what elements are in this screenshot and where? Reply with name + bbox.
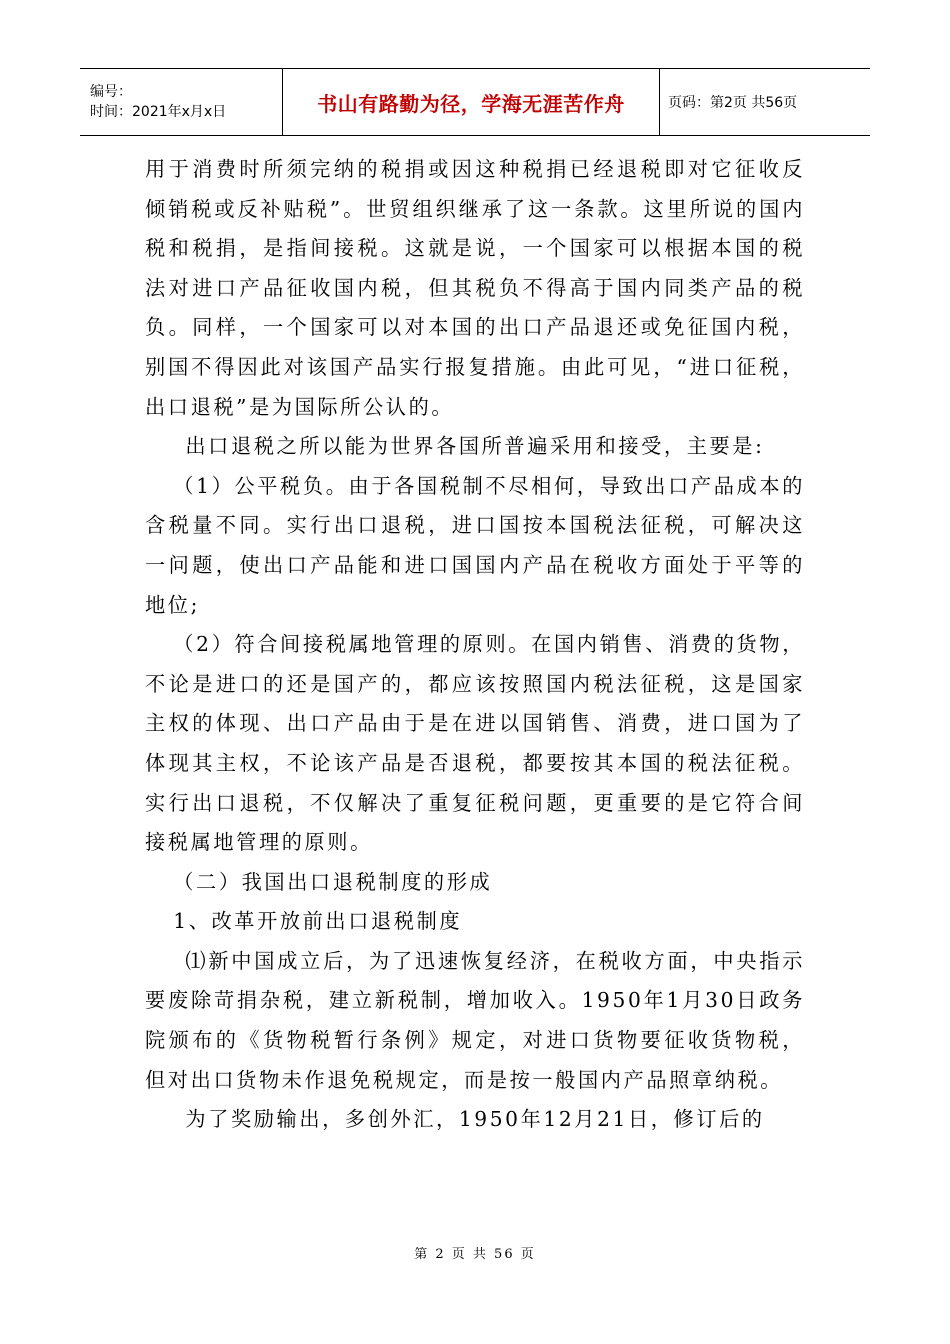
page-info-text: 页码：第2页 共56页	[668, 95, 798, 111]
document-body	[145, 150, 805, 1140]
document-date: 时间：2021年x月x日	[90, 104, 227, 120]
paragraph: （1）公平税负。由于各国税制不尽相何，导致出口产品成本的含税量不同。实行出口退税，进口国按本国税法征税，可解决这一问题，使出口产品能和进口国国内产品在税收方面处于平等的地位;	[145, 473, 805, 617]
page-header	[80, 68, 870, 136]
subsection-heading: 1、改革开放前出口退税制度	[173, 909, 463, 934]
paragraph: ⑴新中国成立后，为了迅速恢复经济，在税收方面，中央指示要废除苛捐杂税，建立新税制，增加收入。1950年1月30日政务院颁布的《货物税暂行条例》规定，对进口货物要征收货物税，但对出口货物未作退免税规定，而是按一般国内产品照章纳税。	[145, 948, 805, 1092]
page-footer	[0, 1243, 950, 1262]
header-motto: 书山有路勤为径，学海无涯苦作舟	[317, 91, 625, 116]
header-page-info	[660, 69, 870, 135]
section-heading: （二）我国出口退税制度的形成	[173, 869, 493, 894]
header-meta	[80, 69, 283, 135]
paragraph: （2）符合间接税属地管理的原则。在国内销售、消费的货物，不论是进口的还是国产的，都应该按照国内税法征税，这是国家主权的体现、出口产品由于是在进以国销售、消费，进口国为了体现其主权，不论该产品是否退税，都要按其本国的税法征税。实行出口退税，不仅解决了重复征税问题，更重要的是它符合间接税属地管理的原则。	[145, 632, 805, 855]
header-motto-cell	[283, 69, 660, 135]
paragraph: 出口退税之所以能为世界各国所普遍采用和接受，主要是:	[185, 434, 765, 459]
paragraph: 为了奖励输出，多创外汇，1950年12月21日，修订后的	[185, 1107, 765, 1132]
paragraph: 用于消费时所须完纳的税捐或因这种税捐已经退税即对它征收反倾销税或反补贴税”。世贸组织继承了这一条款。这里所说的国内税和税捐，是指间接税。这就是说，一个国家可以根据本国的税法对进口产品征收国内税，但其税负不得高于国内同类产品的税负。同样，一个国家可以对本国的出口产品退还或免征国内税，别国不得因此对该国产品实行报复措施。由此可见，“进口征税，出口退税”是为国际所公认的。	[145, 157, 805, 419]
footer-page-number: 第 2 页 共 56 页	[414, 1247, 536, 1262]
document-number: 编号：	[90, 84, 132, 100]
